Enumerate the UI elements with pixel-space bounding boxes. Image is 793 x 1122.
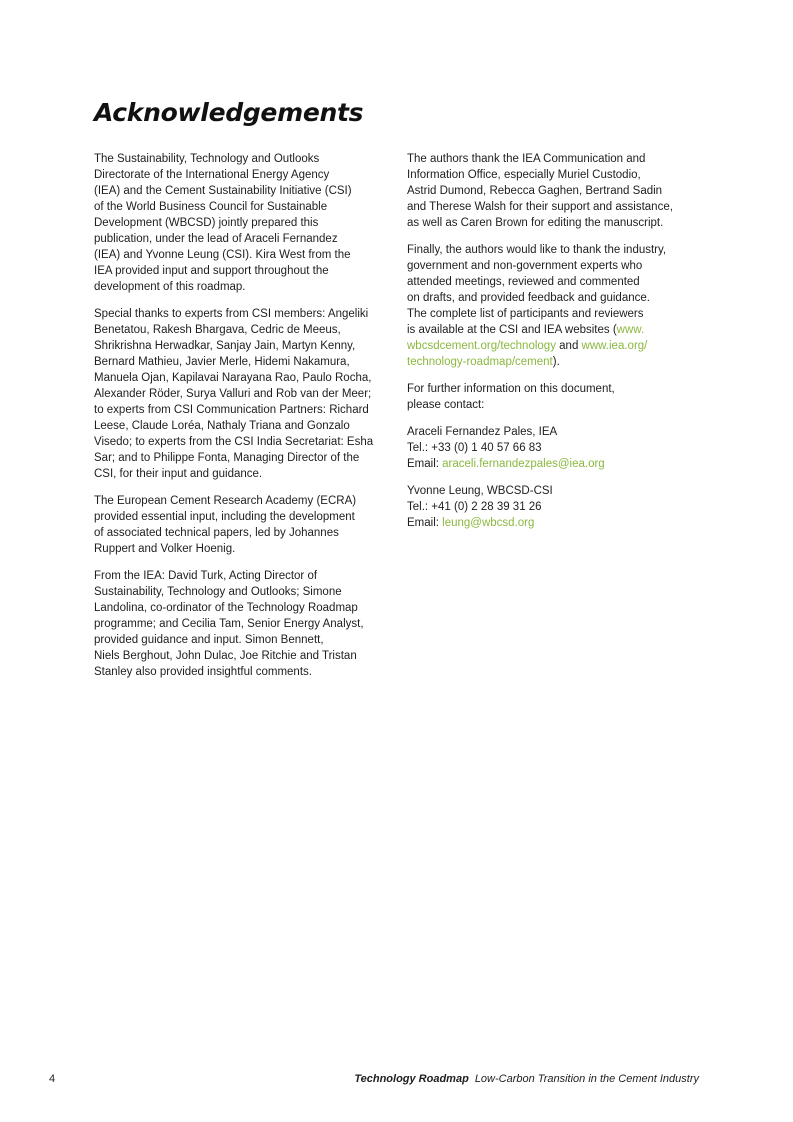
text-line: programme; and Cecilia Tam, Senior Energy Analyst, bbox=[94, 618, 364, 630]
text-line: For further information on this document, bbox=[407, 383, 615, 395]
text-line bbox=[407, 322, 707, 338]
text-line: From the IEA: David Turk, Acting Director of bbox=[94, 570, 318, 582]
iea-link[interactable]: technology-roadmap/cement bbox=[407, 356, 553, 368]
text-line: The authors thank the IEA Communication and bbox=[407, 153, 646, 165]
text-line: Finally, the authors would like to thank the industry, bbox=[407, 244, 667, 256]
text-line: Stanley also provided insightful comments. bbox=[94, 666, 312, 678]
text-line: Development (WBCSD) jointly prepared this bbox=[94, 217, 319, 229]
text-line: Benetatou, Rakesh Bhargava, Cedric de Meeus, bbox=[94, 324, 341, 336]
text-line: (IEA) and Yvonne Leung (CSI). Kira West from the bbox=[94, 249, 351, 261]
text-line: provided essential input, including the development bbox=[94, 511, 355, 523]
text-line: Alexander Röder, Surya Valluri and Rob van der Meer; bbox=[94, 388, 372, 400]
text-line: Sar; and to Philippe Fonta, Managing Director of the bbox=[94, 452, 360, 464]
email-label: Email: bbox=[407, 458, 443, 470]
text-line: CSI, for their input and guidance. bbox=[94, 468, 263, 480]
wbcsd-link-start[interactable]: www. bbox=[616, 324, 645, 336]
contact-email-line bbox=[407, 456, 707, 472]
right-column bbox=[407, 151, 707, 542]
contact-tel: Tel.: +33 (0) 1 40 57 66 83 bbox=[407, 442, 542, 454]
left-column bbox=[94, 151, 394, 691]
text-fragment: is available at the CSI and IEA websites ( bbox=[407, 324, 617, 336]
text-line: as well as Caren Brown for editing the manuscript. bbox=[407, 217, 664, 229]
text-line: Shrikrishna Herwadkar, Sanjay Jain, Martyn Kenny, bbox=[94, 340, 356, 352]
text-line: IEA provided input and support throughout the bbox=[94, 265, 329, 277]
text-line: Ruppert and Volker Hoenig. bbox=[94, 543, 236, 555]
page-number: 4 bbox=[49, 1073, 56, 1085]
iea-paragraph bbox=[94, 568, 394, 680]
further-info-paragraph bbox=[407, 381, 707, 413]
text-line: and Therese Walsh for their support and assistance, bbox=[407, 201, 673, 213]
text-fragment: ). bbox=[552, 356, 560, 368]
text-line: please contact: bbox=[407, 399, 485, 411]
text-line: Bernard Mathieu, Javier Merle, Hidemi Nakamura, bbox=[94, 356, 350, 368]
text-line bbox=[407, 338, 707, 354]
text-line: Manuela Ojan, Kapilavai Narayana Rao, Paulo Rocha, bbox=[94, 372, 372, 384]
page-title: Acknowledgements bbox=[94, 98, 364, 127]
text-line: of the World Business Council for Sustainable bbox=[94, 201, 328, 213]
text-line: Leese, Claude Loréa, Nathaly Triana and Gonzalo bbox=[94, 420, 350, 432]
series-title: Technology Roadmap bbox=[354, 1073, 469, 1085]
text-line: Information Office, especially Muriel Custodio, bbox=[407, 169, 641, 181]
text-line: attended meetings, reviewed and commented bbox=[407, 276, 640, 288]
text-line: (IEA) and the Cement Sustainability Initiative (CSI) bbox=[94, 185, 352, 197]
iea-link-start[interactable]: www.iea.org/ bbox=[581, 340, 648, 352]
text-line: Astrid Dumond, Rebecca Gaghen, Bertrand Sadin bbox=[407, 185, 663, 197]
contact-name: Araceli Fernandez Pales, IEA bbox=[407, 426, 558, 438]
text-fragment: and bbox=[555, 340, 582, 352]
experts-paragraph bbox=[407, 242, 707, 370]
text-line: Sustainability, Technology and Outlooks; Simone bbox=[94, 586, 342, 598]
text-line bbox=[407, 354, 707, 370]
text-line: The Sustainability, Technology and Outlooks bbox=[94, 153, 320, 165]
contact-iea bbox=[407, 424, 707, 472]
ecra-paragraph bbox=[94, 493, 394, 557]
text-line: Visedo; to experts from the CSI India Secretariat: Esha bbox=[94, 436, 374, 448]
communication-paragraph bbox=[407, 151, 707, 231]
wbcsd-link[interactable]: wbcsdcement.org/technology bbox=[407, 340, 556, 352]
text-line: Landolina, co-ordinator of the Technology Roadmap bbox=[94, 602, 358, 614]
text-line: of associated technical papers, led by Johannes bbox=[94, 527, 339, 539]
text-line: The complete list of participants and reviewers bbox=[407, 308, 644, 320]
text-line: to experts from CSI Communication Partners: Richard bbox=[94, 404, 369, 416]
series-subtitle: Low-Carbon Transition in the Cement Industry bbox=[474, 1073, 699, 1085]
email-link[interactable]: araceli.fernandezpales@iea.org bbox=[442, 458, 605, 470]
text-line: government and non-government experts who bbox=[407, 260, 643, 272]
contact-tel: Tel.: +41 (0) 2 28 39 31 26 bbox=[407, 501, 542, 513]
contact-wbcsd bbox=[407, 483, 707, 531]
text-line: provided guidance and input. Simon Bennett, bbox=[94, 634, 324, 646]
text-line: Special thanks to experts from CSI members: Angeliki bbox=[94, 308, 369, 320]
text-line: Niels Berghout, John Dulac, Joe Ritchie and Tristan bbox=[94, 650, 357, 662]
email-label: Email: bbox=[407, 517, 443, 529]
text-line: publication, under the lead of Araceli Fernandez bbox=[94, 233, 338, 245]
contact-email-line bbox=[407, 515, 707, 531]
intro-paragraph bbox=[94, 151, 394, 295]
text-line: Directorate of the International Energy Agency bbox=[94, 169, 330, 181]
csi-members-paragraph bbox=[94, 306, 394, 482]
email-link[interactable]: leung@wbcsd.org bbox=[442, 517, 535, 529]
text-line: development of this roadmap. bbox=[94, 281, 246, 293]
contact-name: Yvonne Leung, WBCSD-CSI bbox=[407, 485, 553, 497]
running-header bbox=[354, 1073, 699, 1085]
text-line: on drafts, and provided feedback and guidance. bbox=[407, 292, 650, 304]
text-line: The European Cement Research Academy (ECRA) bbox=[94, 495, 357, 507]
